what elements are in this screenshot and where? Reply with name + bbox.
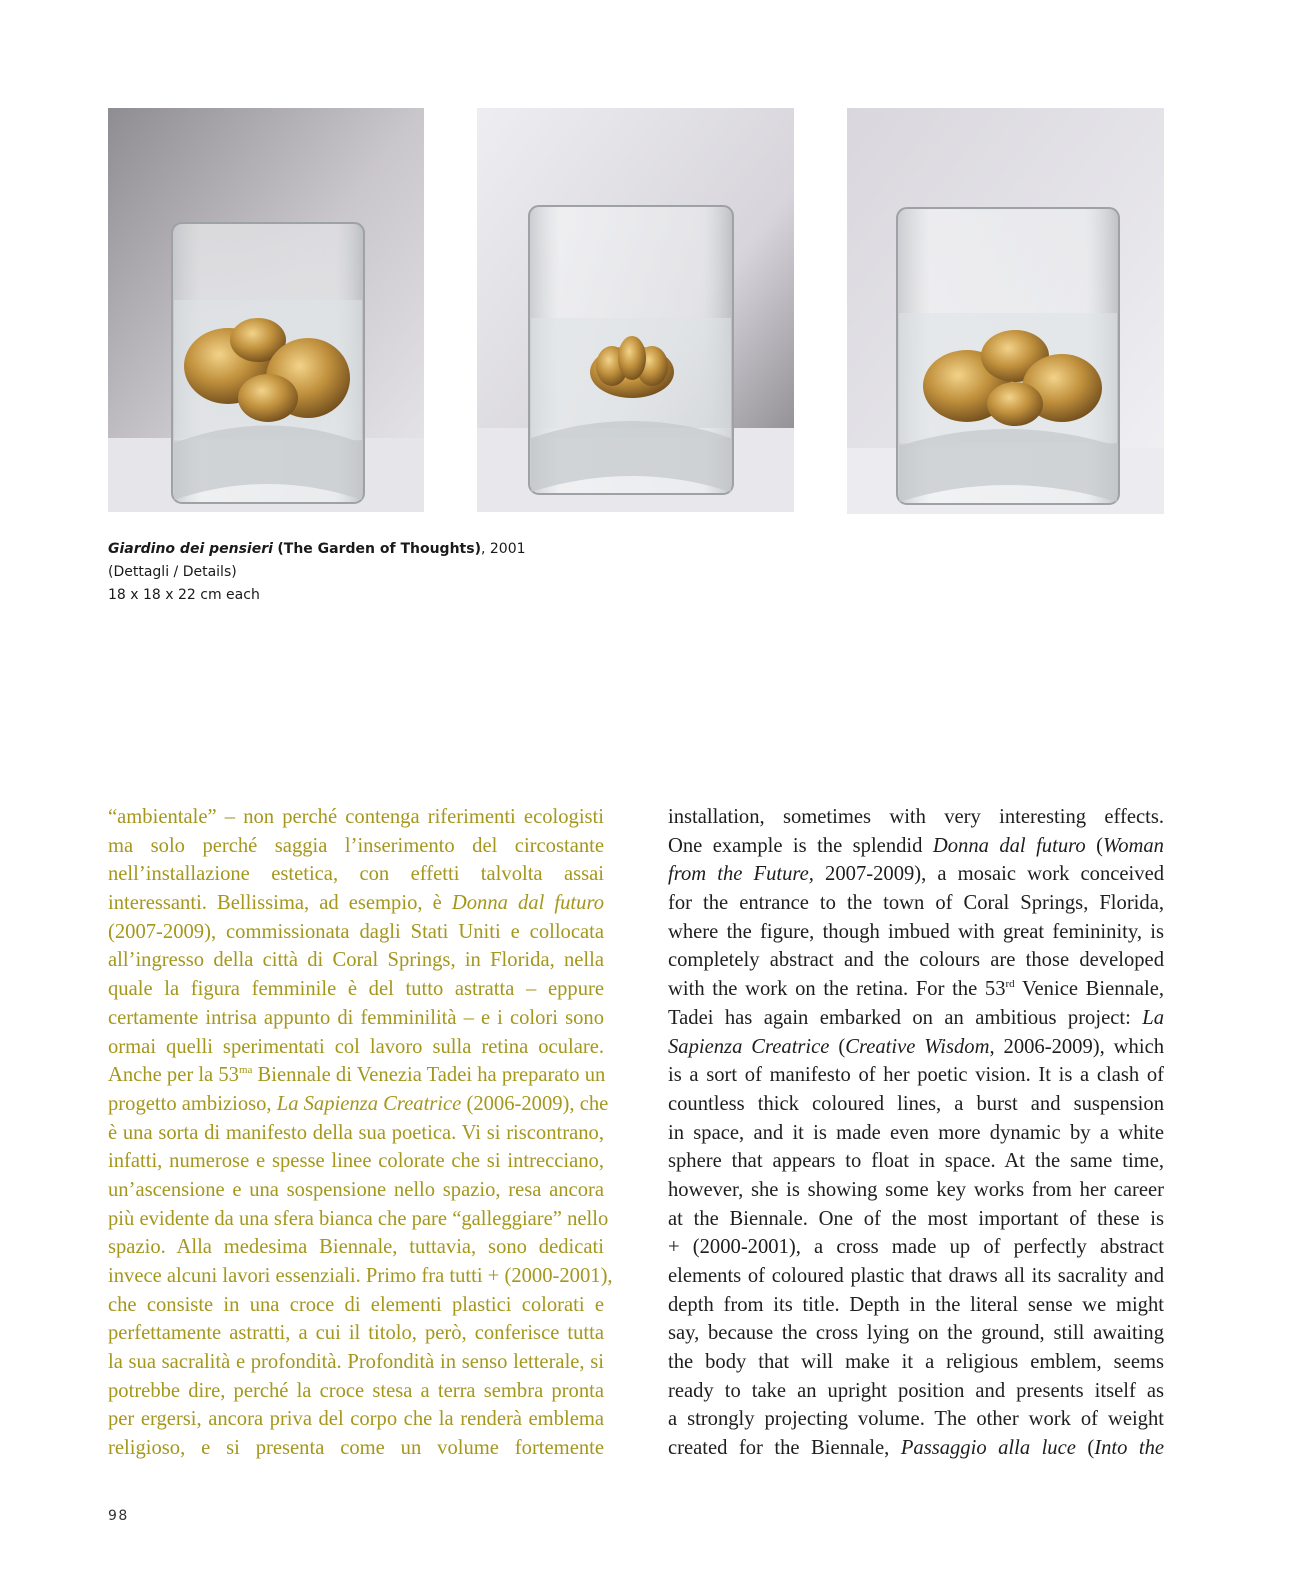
english-text-column (668, 803, 1164, 1463)
caption-title-line (108, 538, 526, 561)
text-line: all’ingresso della città di Coral Springs, in Florida, nella (108, 949, 604, 972)
artwork-title: Into the (1094, 1437, 1165, 1460)
text-run: progetto ambizioso, (108, 1092, 272, 1115)
text-line: ready to take an upright position and presents itself as (668, 1379, 1164, 1402)
artwork-title: La Sapienza Creatrice (276, 1092, 462, 1115)
text-line: installation, sometimes with very interesting effects. (668, 806, 1164, 828)
text-line: completely abstract and the colours are those developed (668, 949, 1164, 972)
text-run: Tadei has again embarked on an ambitious project: (668, 1006, 1131, 1029)
text-line: is a sort of manifesto of her poetic vision. It is a clash of (668, 1064, 1164, 1087)
text-line: potrebbe dire, perché la croce stesa a terra sembra pronta (108, 1379, 604, 1402)
text-run: ( (829, 1035, 846, 1058)
text-line: countless thick coloured lines, a burst and suspension (668, 1092, 1164, 1115)
text-line: say, because the cross lying on the ground, still awaiting (668, 1322, 1164, 1345)
text-run: with the work on the retina. For the 53 (668, 978, 1006, 1001)
ordinal-suffix: rd (1005, 978, 1015, 991)
text-line: certamente intrisa appunto di femminilità – e i colori sono (108, 1006, 604, 1029)
text-line: (2007-2009), commissionata dagli Stati Uniti e collocata (108, 920, 604, 943)
text-line (668, 1033, 1164, 1062)
photo-detail-1 (108, 108, 424, 512)
text-line: quale la figura femminile è del tutto astratta – eppure (108, 978, 604, 1001)
text-line: nell’installazione estetica, con effetti talvolta assai (108, 863, 604, 886)
page-number: 98 (108, 1508, 129, 1524)
text-line (668, 1004, 1164, 1033)
text-line: at the Biennale. One of the most important of these is (668, 1207, 1164, 1230)
text-line: a strongly projecting volume. The other work of weight (668, 1408, 1164, 1431)
artwork-title: Donna dal futuro (451, 892, 604, 915)
text-line: however, she is showing some key works from her career (668, 1178, 1164, 1201)
artwork-title: Sapienza Creatrice (668, 1035, 830, 1058)
text-line: ormai quelli sperimentati col lavoro sulla retina oculare. (108, 1035, 604, 1058)
text-run: , 2006-2009), which (989, 1035, 1165, 1058)
text-run: ( (1075, 1437, 1095, 1460)
text-line: invece alcuni lavori essenziali. Primo fra tutti + (2000-2001), (108, 1265, 613, 1287)
text-line: + (2000-2001), a cross made up of perfectly abstract (668, 1236, 1164, 1259)
text-line (668, 975, 1164, 1004)
caption-dimensions: 18 x 18 x 22 cm each (108, 587, 260, 603)
text-run: interessanti. Bellissima, ad esempio, è (108, 892, 442, 915)
text-line: ma solo perché saggia l’inserimento del circostante (108, 834, 604, 857)
text-line: in space, and it is made even more dynamic by a white (668, 1121, 1164, 1144)
text-run: Biennale di Venezia Tadei ha preparato un (252, 1064, 606, 1087)
text-line: perfettamente astratti, a cui il titolo, però, conferisce tutta (108, 1322, 604, 1345)
text-line: the body that will make it a religious emblem, seems (668, 1351, 1164, 1374)
text-line: religioso, e si presenta come un volume fortemente (108, 1437, 604, 1460)
artwork-title-italian: Giardino dei pensieri (108, 541, 273, 557)
caption-details: (Dettagli / Details) (108, 564, 237, 580)
text-line: “ambientale” – non perché contenga riferimenti ecologisti (108, 806, 604, 828)
artwork-title: La (1142, 1006, 1165, 1029)
text-line (668, 832, 1164, 861)
text-line: spazio. Alla medesima Biennale, tuttavia, sono dedicati (108, 1236, 604, 1259)
text-line (108, 1090, 609, 1119)
photo-detail-2 (477, 108, 794, 512)
text-line: where the figure, though imbued with great femininity, is (668, 920, 1164, 943)
text-line: per ergersi, ancora priva del corpo che la renderà emblema (108, 1408, 604, 1431)
text-line: infatti, numerose e spesse linee colorate che si intrecciano, (108, 1150, 604, 1173)
photo-caption (108, 538, 526, 607)
ordinal-suffix: ma (238, 1064, 253, 1077)
text-run: One example is the splendid (668, 834, 923, 857)
text-line: un’ascensione e una sospensione nello spazio, resa ancora (108, 1178, 604, 1201)
text-line: che consiste in una croce di elementi plastici colorati e (108, 1293, 604, 1316)
text-line: elements of coloured plastic that draws all its sacrality and (668, 1265, 1164, 1287)
text-run: ( (1085, 834, 1103, 857)
text-line (108, 889, 604, 918)
text-line (668, 860, 1164, 889)
text-line: for the entrance to the town of Coral Springs, Florida, (668, 892, 1164, 915)
text-run: Venice Biennale, (1014, 978, 1164, 1001)
artwork-title: from the Future, (668, 863, 814, 886)
text-line (108, 1061, 604, 1090)
artwork-title: Creative Wisdom (845, 1035, 990, 1058)
text-line: è una sorta di manifesto della sua poetica. Vi si riscontrano, (108, 1121, 604, 1144)
artwork-title: Woman (1102, 834, 1164, 857)
italian-text-column (108, 803, 613, 1463)
artwork-title: Donna dal futuro (932, 834, 1086, 857)
artwork-title: Passaggio alla luce (900, 1437, 1076, 1460)
artwork-title-english: (The Garden of Thoughts) (277, 541, 481, 557)
photo-detail-3 (847, 108, 1164, 514)
text-line: più evidente da una sfera bianca che pare “galleggiare” nello (108, 1207, 609, 1230)
text-line: depth from its title. Depth in the literal sense we might (668, 1293, 1164, 1316)
text-line (668, 1434, 1164, 1463)
text-run: created for the Biennale, (668, 1437, 890, 1460)
text-run: (2006-2009), che (461, 1092, 609, 1115)
artwork-year: , 2001 (480, 541, 526, 557)
text-line: sphere that appears to float in space. At the same time, (668, 1150, 1164, 1173)
text-line: la sua sacralità e profondità. Profondità in senso letterale, si (108, 1351, 604, 1374)
text-run: Anche per la 53 (108, 1064, 239, 1087)
text-run: 2007-2009), a mosaic work conceived (813, 863, 1165, 886)
